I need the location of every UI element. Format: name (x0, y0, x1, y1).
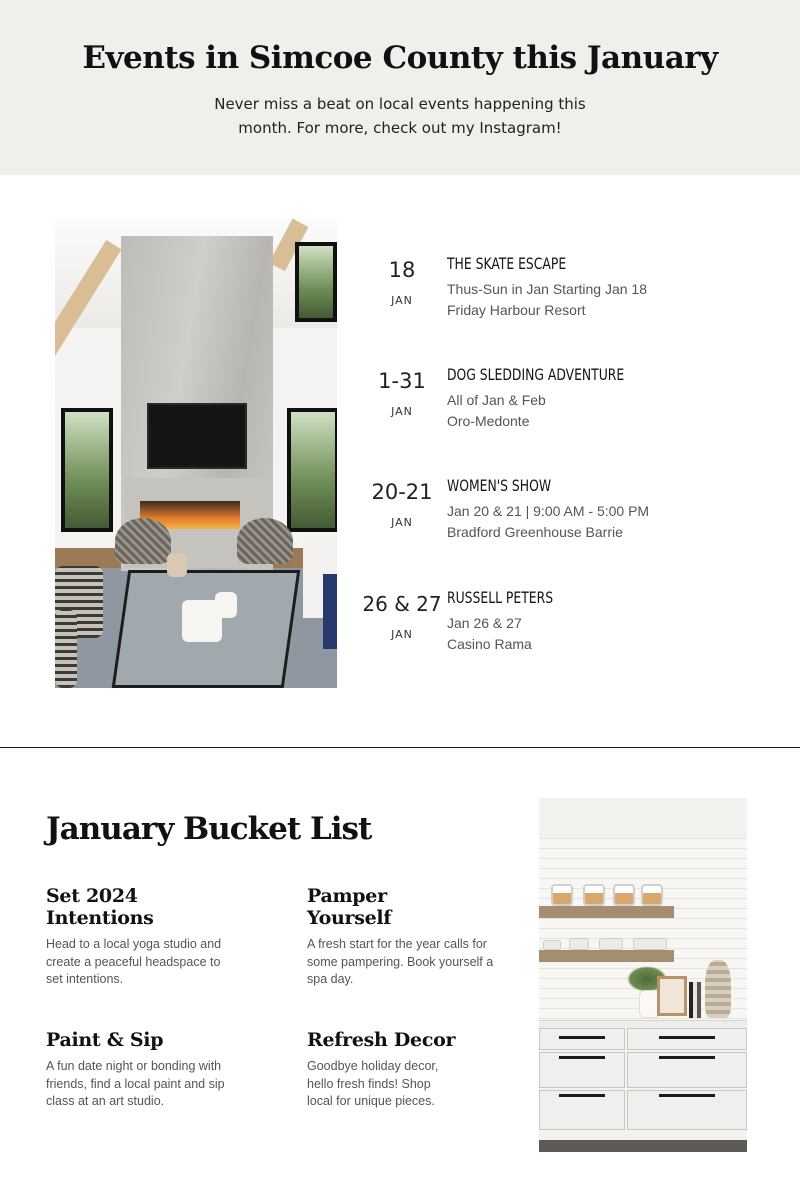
event-day: 20-21 (371, 480, 433, 504)
event-location: Casino Rama (447, 636, 532, 652)
bucket-item-text: Head to a local yoga studio and create a peaceful headspace to set intentions. (46, 937, 222, 986)
header-banner (0, 0, 800, 175)
living-room-photo (55, 218, 337, 688)
bucket-item-heading: Refresh Decor (307, 1029, 456, 1051)
event-item (360, 474, 780, 554)
event-day: 18 (388, 258, 416, 282)
event-schedule: Jan 20 & 21 | 9:00 AM - 5:00 PM (447, 503, 650, 519)
event-day: 26 & 27 (362, 592, 442, 616)
event-schedule: Thus-Sun in Jan Starting Jan 18 (447, 281, 648, 297)
event-item (360, 363, 780, 443)
bucket-list-title: January Bucket List (46, 811, 372, 847)
bucket-item-text: A fresh start for the year calls for some pampering. Book yourself a spa day. (307, 937, 494, 986)
event-title: THE SKATE ESCAPE (447, 254, 567, 273)
page-subtitle: Never miss a beat on local events happening this month. For more, check out my Instagram! (214, 95, 586, 137)
bucket-list-item (307, 1029, 497, 1111)
event-location: Oro-Medonte (447, 413, 530, 429)
event-title: DOG SLEDDING ADVENTURE (447, 365, 625, 384)
section-divider (0, 747, 800, 748)
event-location: Friday Harbour Resort (447, 302, 586, 318)
bucket-list-item (307, 885, 497, 989)
event-month: JAN (391, 294, 413, 307)
bucket-item-text: Goodbye holiday decor, hello fresh finds! Shop local for unique pieces. (307, 1059, 439, 1108)
bucket-item-heading: Pamper Yourself (307, 885, 392, 929)
kitchen-photo (539, 798, 747, 1152)
event-location: Bradford Greenhouse Barrie (447, 524, 623, 540)
page-title: Events in Simcoe County this January (82, 40, 718, 76)
event-item (360, 586, 780, 666)
event-day: 1-31 (378, 369, 426, 393)
bucket-item-heading: Paint & Sip (46, 1029, 164, 1051)
bucket-item-heading: Set 2024 Intentions (46, 885, 154, 929)
event-schedule: Jan 26 & 27 (447, 615, 522, 631)
event-month: JAN (391, 405, 413, 418)
bucket-list-item (46, 885, 236, 989)
event-title: WOMEN'S SHOW (447, 476, 552, 495)
bucket-item-text: A fun date night or bonding with friends, find a local paint and sip class at an art studio. (46, 1059, 225, 1108)
event-month: JAN (391, 628, 413, 641)
bucket-list-item (46, 1029, 236, 1111)
event-item (360, 252, 780, 332)
event-month: JAN (391, 516, 413, 529)
event-schedule: All of Jan & Feb (447, 392, 546, 408)
event-title: RUSSELL PETERS (447, 588, 554, 607)
